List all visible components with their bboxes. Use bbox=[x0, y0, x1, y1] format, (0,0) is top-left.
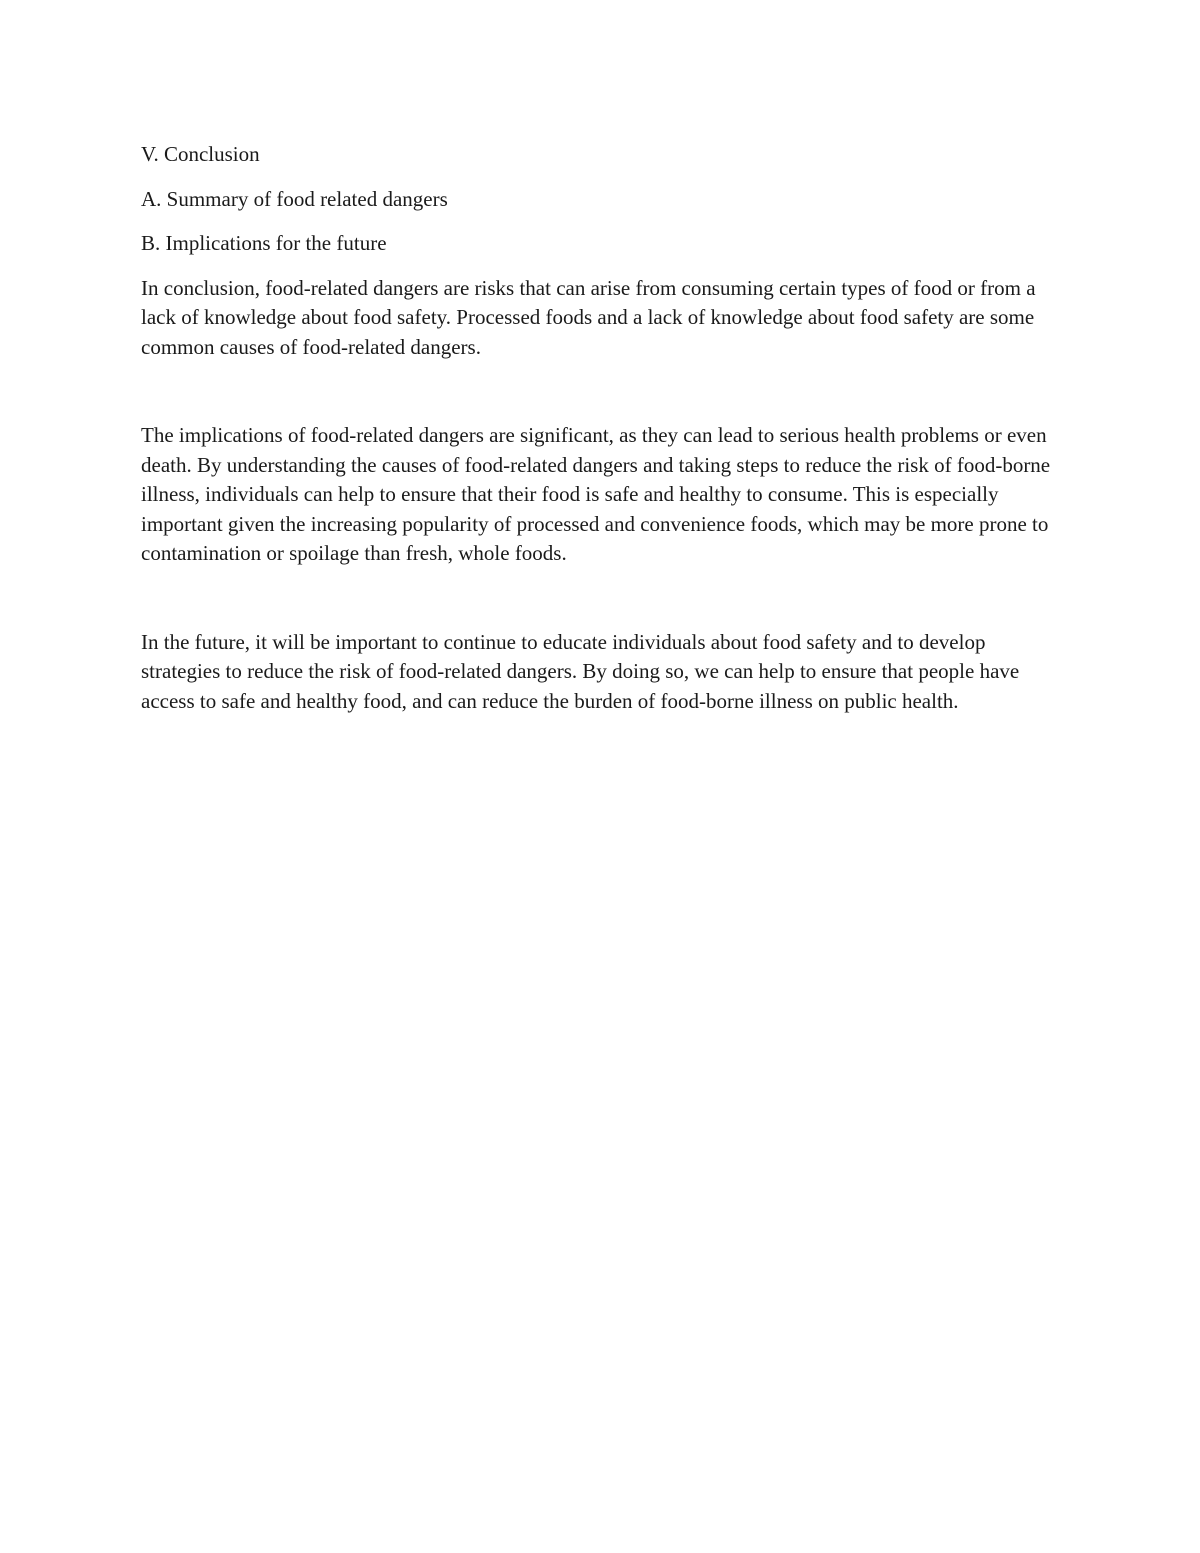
outline-item-summary: A. Summary of food related dangers bbox=[141, 186, 448, 211]
paragraph-spacer bbox=[141, 362, 1066, 421]
paragraph-implications: The implications of food-related dangers are significant, as they can lead to serious health problems or even death. By understanding the causes of food-related dangers and taking steps to reduce the risk of food-borne illness, individuals can help to ensure that their food is safe and healthy to consume. This is especially important given the increasing popularity of processed and convenience foods, which may be more prone to contamination or spoilage than fresh, whole foods. bbox=[141, 423, 1051, 565]
paragraph-spacer bbox=[141, 569, 1066, 628]
section-heading: V. Conclusion bbox=[141, 142, 260, 166]
document-body bbox=[141, 140, 1066, 716]
paragraph-future: In the future, it will be important to continue to educate individuals about food safety and to develop strategies to reduce the risk of food-related dangers. By doing so, we can help to ensure that people have access to safe and healthy food, and can reduce the burden of food-borne illness on public health. bbox=[141, 629, 1020, 713]
paragraph-conclusion: In conclusion, food-related dangers are risks that can arise from consuming certain types of food or from a lack of knowledge about food safety. Processed foods and a lack of knowledge about food safety are some common causes of food-related dangers. bbox=[141, 275, 1036, 359]
outline-item-implications: B. Implications for the future bbox=[141, 231, 387, 255]
